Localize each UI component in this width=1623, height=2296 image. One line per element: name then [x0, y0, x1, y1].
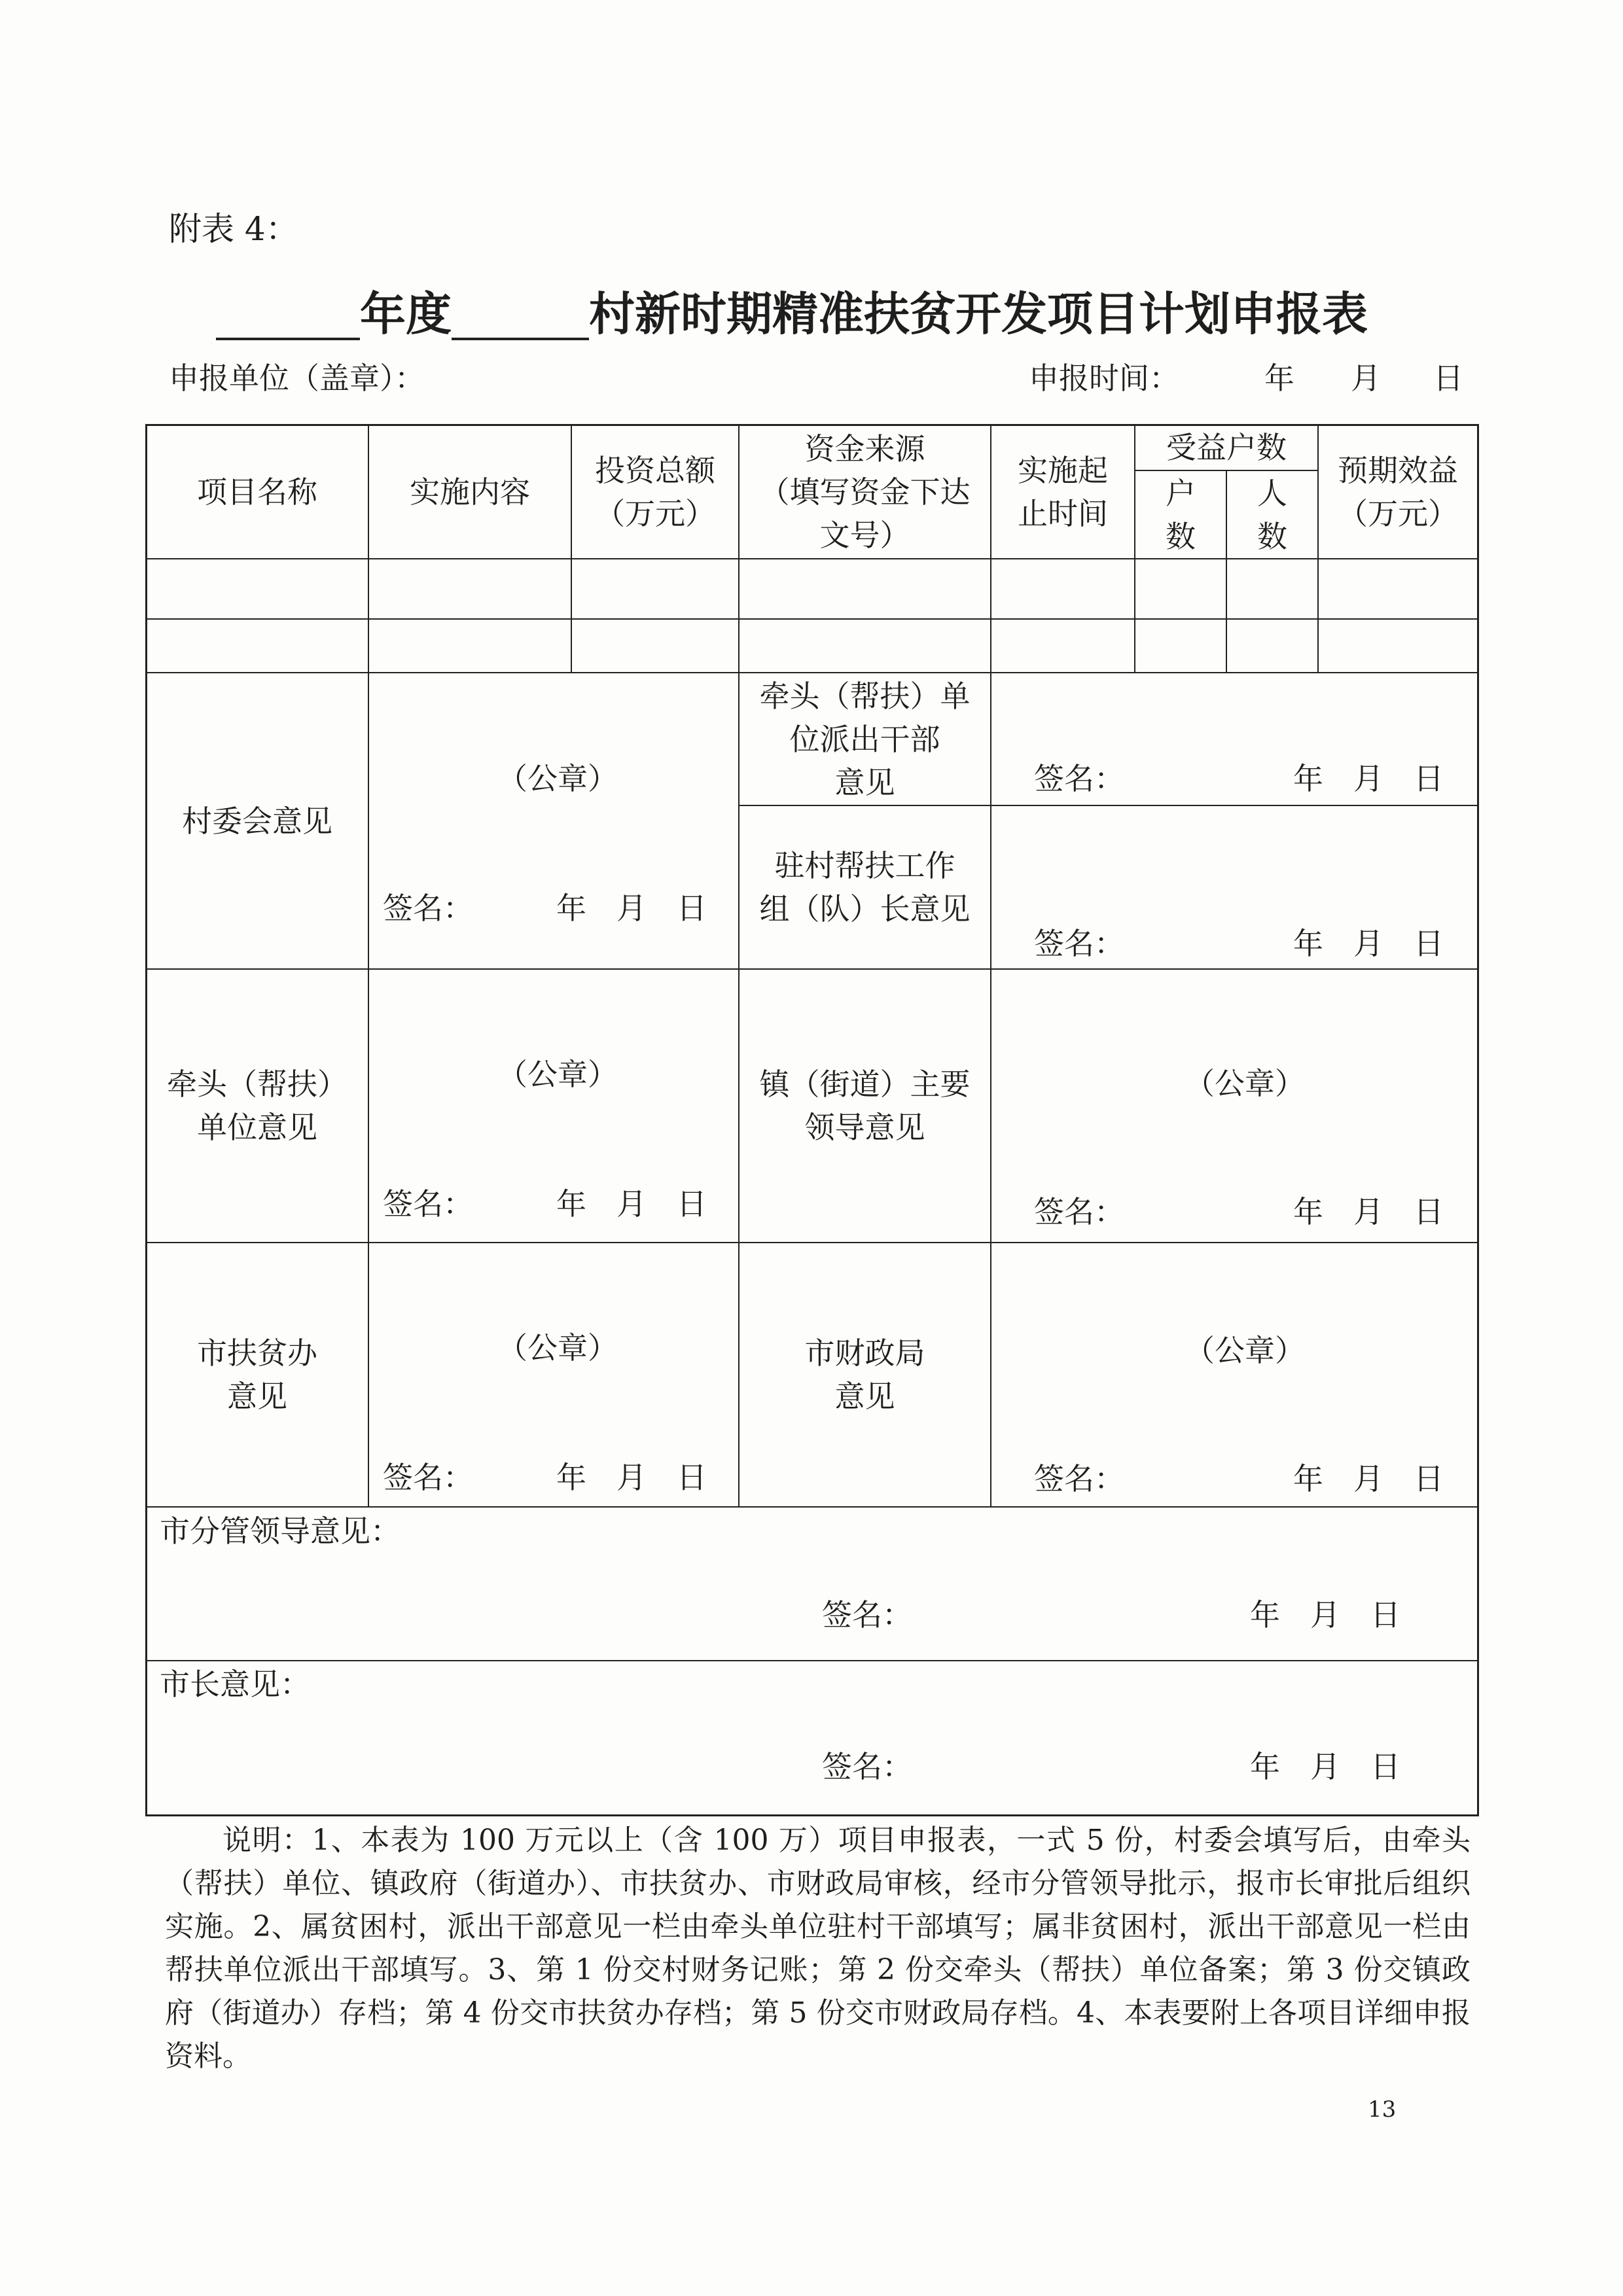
header-fund-source [740, 425, 990, 558]
town-leader-sign-label: 签名： [1034, 1194, 1124, 1229]
header-content: 实施内容 [410, 474, 530, 510]
village-committee-label: 村委会意见 [182, 803, 332, 839]
title-year-suffix: 年度 [360, 287, 452, 341]
header-fund-source-line2: （填写资金下达 [759, 474, 971, 510]
lead-unit-opinion-label [147, 970, 368, 1242]
header-people-line1: 人 [1257, 475, 1287, 511]
finance-bureau-stamp: （公章） [1185, 1333, 1305, 1368]
header-fund-source-line1: 资金来源 [804, 431, 925, 467]
application-month: 月 [1351, 361, 1381, 396]
header-project-name: 项目名称 [197, 474, 317, 510]
page-number: 13 [1368, 2096, 1397, 2123]
town-leader-label [740, 970, 990, 1242]
header-households [1135, 471, 1226, 558]
village-committee-date: 年 月 日 [556, 891, 707, 926]
header-households-line1: 户 [1166, 475, 1196, 511]
application-time-label: 申报时间： [1029, 361, 1179, 396]
table-row[interactable] [147, 559, 1477, 618]
finance-bureau-sign-label: 签名： [1034, 1461, 1124, 1496]
finance-bureau-date: 年 月 日 [1293, 1461, 1444, 1496]
header-period-line2: 止时间 [1018, 495, 1108, 531]
lead-unit-cadre-sign-label: 签名： [1034, 761, 1124, 796]
finance-bureau-line1: 市财政局 [804, 1335, 925, 1371]
application-day: 日 [1433, 361, 1463, 396]
form-title [216, 288, 1368, 340]
city-leader-label: 市分管领导意见： [160, 1513, 401, 1549]
poverty-office-sign-label: 签名： [383, 1460, 473, 1495]
header-expected-benefit [1319, 425, 1477, 558]
town-leader-date: 年 月 日 [1293, 1194, 1444, 1229]
header-investment-line2: （万元） [595, 495, 715, 531]
notes: 说明：1、本表为 100 万元以上（含 100 万）项目申报表，一式 5 份，村委会填写后，由牵头（帮扶）单位、镇政府（街道办）、市扶贫办、市财政局审核，经市分管领导批示，报市长审批后组织实施。2、属贫困村，派出干部意见一栏由牵头单位驻村干部填写；属非贫困村，派出干部意见一栏由帮扶单位派出干部填写。3、第 1 份交村财务记账；第 2 份交牵头（帮扶）单位备案；第 3 份交镇政府（街道办）存档；第 4 份交市扶贫办存档；第 5 份交市财政局存档。4、本表要附上各项目详细申报资料。 [165, 1824, 1471, 2073]
lead-unit-cadre-line1: 牵头（帮扶）单 [759, 678, 971, 714]
resident-team-sign-label: 签名： [1034, 926, 1124, 961]
poverty-office-label [147, 1243, 368, 1506]
village-committee-sign-label: 签名： [383, 891, 473, 926]
city-leader-date: 年 月 日 [1250, 1597, 1400, 1633]
mayor-date: 年 月 日 [1250, 1749, 1400, 1784]
village-committee-stamp: （公章） [497, 761, 618, 796]
header-households-line2: 数 [1166, 518, 1196, 554]
mayor-label: 市长意见： [160, 1667, 310, 1702]
poverty-office-stamp: （公章） [497, 1330, 618, 1366]
lead-unit-date: 年 月 日 [556, 1186, 707, 1222]
table-row[interactable] [147, 620, 1477, 672]
header-expected-benefit-line1: 预期效益 [1338, 452, 1458, 488]
lead-unit-cadre-date: 年 月 日 [1293, 761, 1444, 796]
finance-bureau-label [740, 1243, 990, 1506]
town-leader-line1: 镇（街道）主要 [759, 1067, 971, 1102]
mayor-sign-label: 签名： [822, 1749, 912, 1784]
lead-unit-cadre-label [740, 673, 990, 805]
lead-unit-line1: 牵头（帮扶） [167, 1067, 348, 1102]
header-investment [572, 425, 738, 558]
resident-team-label [740, 806, 990, 968]
year-blank [216, 298, 360, 340]
title-main: 村新时期精准扶贫开发项目计划申报表 [589, 287, 1368, 341]
poverty-office-line2: 意见 [227, 1379, 287, 1414]
poverty-office-line1: 市扶贫办 [197, 1335, 317, 1371]
header-people-line2: 数 [1257, 518, 1287, 554]
finance-bureau-line2: 意见 [834, 1379, 895, 1414]
header-period-line1: 实施起 [1018, 452, 1108, 488]
attachment-label: 附表 4： [169, 210, 298, 248]
resident-team-date: 年 月 日 [1293, 926, 1444, 961]
town-leader-stamp: （公章） [1185, 1066, 1305, 1101]
lead-unit-stamp: （公章） [497, 1057, 618, 1092]
header-expected-benefit-line2: （万元） [1338, 495, 1458, 531]
header-investment-line1: 投资总额 [595, 452, 715, 488]
poverty-office-date: 年 月 日 [556, 1460, 707, 1495]
lead-unit-sign-label: 签名： [383, 1186, 473, 1222]
resident-team-line1: 驻村帮扶工作 [774, 848, 955, 883]
header-beneficiaries: 受益户数 [1166, 430, 1287, 465]
lead-unit-cadre-line2: 位派出干部 [789, 721, 940, 757]
header-fund-source-line3: 文号） [819, 517, 910, 553]
village-blank [452, 298, 589, 340]
header-people [1227, 471, 1317, 558]
resident-team-line2: 组（队）长意见 [759, 891, 971, 927]
application-year: 年 [1264, 361, 1294, 396]
town-leader-line2: 领导意见 [804, 1110, 925, 1145]
city-leader-sign-label: 签名： [822, 1597, 912, 1633]
lead-unit-cadre-line3: 意见 [834, 764, 895, 800]
header-period [991, 425, 1134, 558]
applicant-unit-label: 申报单位（盖章）： [169, 361, 425, 396]
lead-unit-line2: 单位意见 [197, 1110, 317, 1145]
